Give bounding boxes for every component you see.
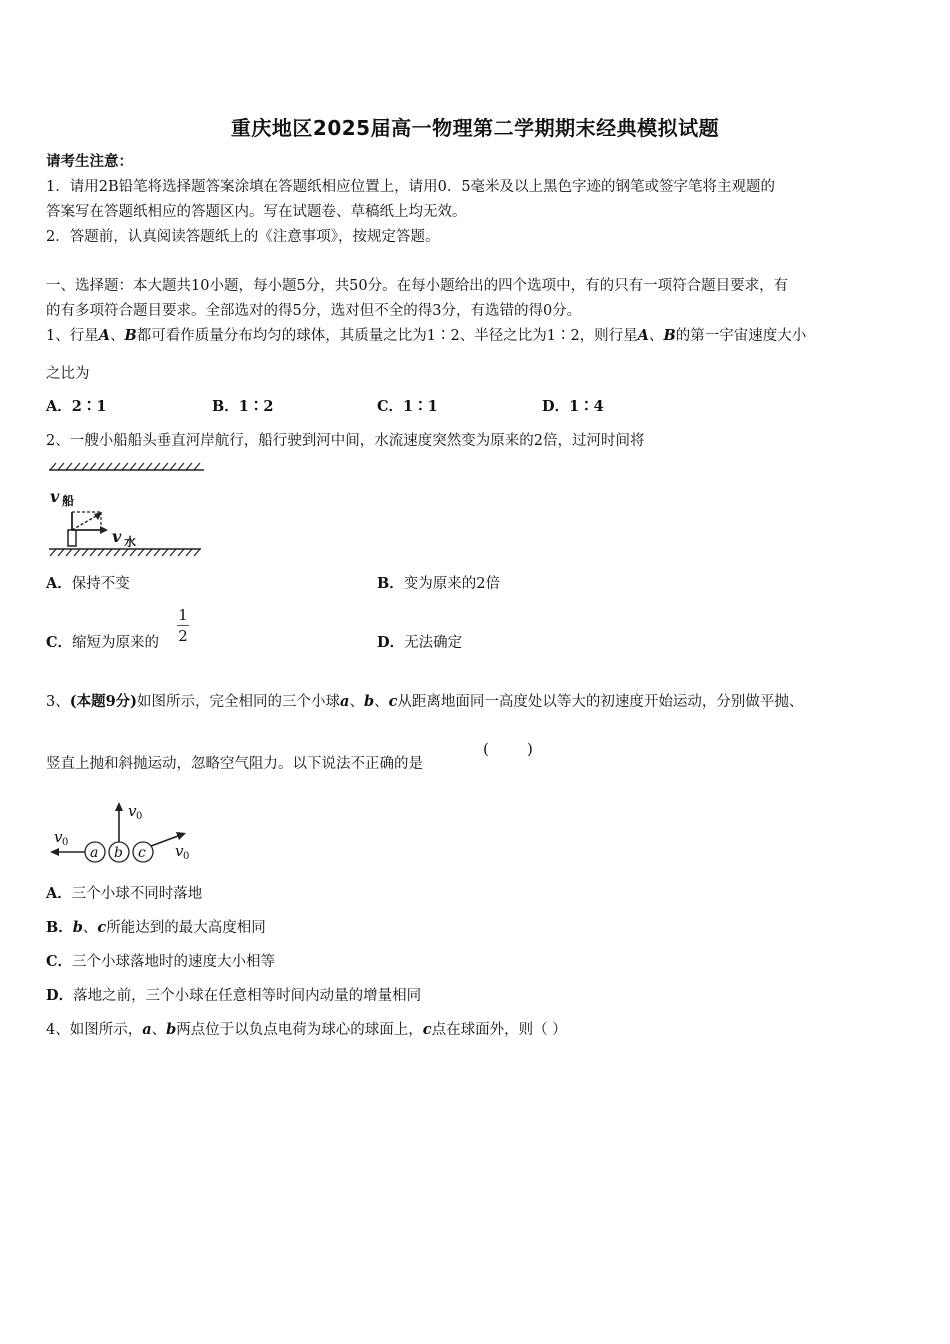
q3-option-a[interactable]: A．三个小球不同时落地 — [46, 885, 203, 902]
q3-ball-c-label: c — [138, 845, 146, 861]
q2-fig-boat-sub: 船 — [62, 494, 75, 508]
svg-text:0: 0 — [62, 837, 69, 848]
section-instructions-1: 一、选择题：本大题共10小题，每小题5分，共50分。在每小题给出的四个选项中，有的只有一项符合题目要求，有 — [46, 278, 789, 294]
q1-stem: 1、行星A、B都可看作质量分布均匀的球体，其质量之比为1∶2、半径之比为1∶2，则行星A、B的第一宇宙速度大小 — [46, 327, 807, 344]
q2-option-d[interactable]: D．无法确定 — [377, 634, 463, 651]
q3-option-d[interactable]: D．落地之前，三个小球在任意相等时间内动量的增量相同 — [46, 987, 422, 1004]
q2-stem: 2、一艘小船船头垂直河岸航行，船行驶到河中间，水流速度突然变为原来的2倍，过河时间将 — [46, 433, 645, 449]
page-title: 重庆地区2025届高一物理第二学期期末经典模拟试题 — [230, 116, 720, 140]
q2-option-c[interactable]: C．缩短为原来的 — [46, 634, 160, 651]
q1-option-a[interactable]: A．2∶1 — [46, 398, 107, 415]
notice-line-2: 2．答题前，认真阅读答题纸上的《注意事项》，按规定答题。 — [46, 229, 440, 245]
q3-fig-v0-left: v — [54, 828, 63, 846]
q2-fraction: 1 2 — [178, 606, 188, 645]
q2-fig-water-sub: 水 — [124, 535, 137, 549]
q3-option-c[interactable]: C．三个小球落地时的速度大小相等 — [46, 953, 276, 970]
notice-heading: 请考生注意： — [46, 153, 133, 170]
q2-option-a[interactable]: A．保持不变 — [46, 575, 130, 592]
svg-text:0: 0 — [183, 851, 190, 862]
q2-fig-v-boat: v — [50, 487, 60, 506]
q3-ball-a-label: a — [90, 845, 99, 861]
q3-fig-v0-up: v — [128, 802, 137, 820]
q3-stem: 3、(本题9分)如图所示，完全相同的三个小球a、b、c从距离地面同一高度处以等大的初速度开始运动，分别做平抛、 — [46, 693, 804, 710]
q1-stem-cont: 之比为 — [46, 366, 90, 382]
q3-fig-v0-oblique: v — [175, 842, 184, 860]
q3-balls-figure — [46, 796, 216, 871]
q3-ball-b-label: b — [114, 845, 123, 861]
q1-option-b[interactable]: B．1∶2 — [212, 398, 274, 415]
q3-stem-cont: 竖直上抛和斜抛运动，忽略空气阻力。以下说法不正确的是 — [46, 756, 423, 772]
q2-option-b[interactable]: B．变为原来的2倍 — [377, 575, 500, 592]
notice-line-1: 1．请用2B铅笔将选择题答案涂填在答题纸相应位置上，请用0．5毫米及以上黑色字迹的钢笔或签字笔将主观题的 — [46, 179, 776, 195]
q3-option-b[interactable]: B．b、c所能达到的最大高度相同 — [46, 919, 266, 936]
q1-option-c[interactable]: C．1∶1 — [377, 398, 438, 415]
q1-option-d[interactable]: D．1∶4 — [542, 398, 604, 415]
notice-line-1b: 答案写在答题纸相应的答题区内。写在试题卷、草稿纸上均无效。 — [46, 204, 467, 220]
q4-stem: 4、如图所示，a、b两点位于以负点电荷为球心的球面上，c点在球面外，则（ ） — [46, 1021, 567, 1038]
section-instructions-2: 的有多项符合题目要求。全部选对的得5分，选对但不全的得3分，有选错的得0分。 — [46, 303, 582, 319]
q2-river-figure — [46, 460, 206, 560]
q3-answer-paren: ( ) — [483, 740, 533, 758]
svg-text:0: 0 — [136, 811, 143, 822]
q2-fig-v-water: v — [112, 527, 122, 546]
